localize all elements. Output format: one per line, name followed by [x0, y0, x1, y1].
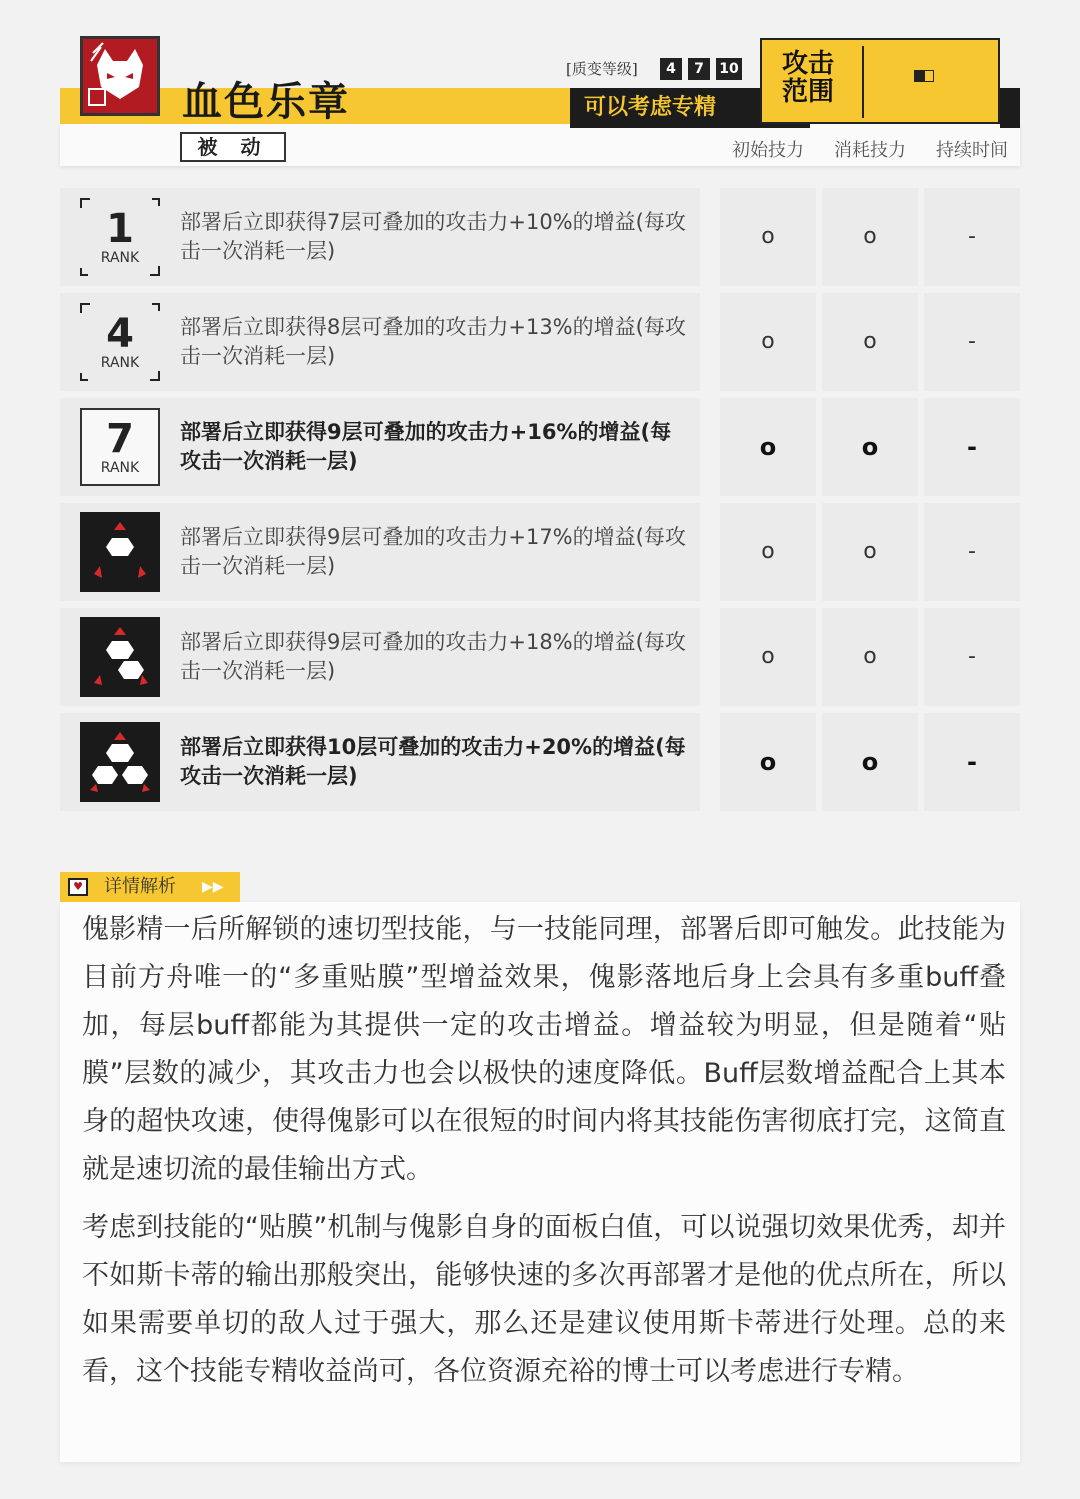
mastery-3-icon: [80, 722, 160, 802]
duration-value: -: [924, 398, 1020, 496]
detail-tab-label: 详情解析: [104, 876, 176, 897]
mutation-level-3: 10: [716, 58, 742, 80]
sp-cost-value: o: [822, 188, 918, 286]
detail-tab: [60, 872, 240, 902]
attack-range-box: [760, 38, 1000, 124]
sp-cost-value: o: [822, 293, 918, 391]
detail-paragraph: 考虑到技能的“贴膜”机制与傀影自身的面板白值，可以说强切效果优秀，却并不如斯卡蒂的输出那般突出，能够快速的多次再部署才是他的优点所在，所以如果需要单切的敌人过于强大，那么还是建议使用斯卡蒂进行处理。总的来看，这个技能专精收益尚可，各位资源充裕的博士可以考虑进行专精。: [82, 1212, 1006, 1387]
detail-panel: [60, 902, 1020, 1462]
mastery-2-icon: [80, 617, 160, 697]
range-divider: [862, 46, 864, 118]
initial-sp-value: o: [720, 713, 816, 811]
rank-badge: 1 RANK: [80, 198, 160, 276]
duration-value: -: [924, 503, 1020, 601]
skill-name: 血色乐章: [182, 78, 350, 125]
skill-level-row: [60, 293, 1020, 391]
duration-value: -: [924, 713, 1020, 811]
arrow-icon: ▶▶: [202, 879, 224, 895]
col-initial-sp: 初始技力: [732, 140, 804, 161]
initial-sp-value: o: [720, 398, 816, 496]
detail-paragraph: 傀影精一后所解锁的速切型技能，与一技能同理，部署后即可触发。此技能为目前方舟唯一的“多重贴膜”型增益效果，傀影落地后身上会具有多重buff叠加，每层buff都能为其提供一定的攻击增益。增益较为明显，但是随着“贴膜”层数的减少，其攻击力也会以极快的速度降低。Buff层数增益配合上其本身的超快攻速，使得傀影可以在很短的时间内将其技能伤害彻底打完，这简直就是速切流的最佳输出方式。: [82, 914, 1006, 1185]
level-description: 部署后立即获得10层可叠加的攻击力+20%的增益(每攻击一次消耗一层): [180, 735, 686, 788]
attack-range-label: 攻击范围: [782, 49, 835, 107]
duration-value: -: [924, 608, 1020, 706]
skill-level-row: [60, 713, 1020, 811]
skill-level-row: [60, 503, 1020, 601]
col-duration: 持续时间: [936, 140, 1008, 161]
skill-card: [60, 36, 1020, 836]
mutation-level-2: 7: [688, 58, 710, 80]
range-grid-icon: [914, 70, 934, 89]
skill-icon: [80, 36, 160, 116]
sp-cost-value: o: [822, 713, 918, 811]
initial-sp-value: o: [720, 503, 816, 601]
duration-value: -: [924, 188, 1020, 286]
mutation-label: [质变等级]: [566, 60, 638, 78]
sp-cost-value: o: [822, 608, 918, 706]
mastery-1-icon: [80, 512, 160, 592]
skill-level-row: [60, 608, 1020, 706]
sp-cost-value: o: [822, 503, 918, 601]
level-description: 部署后立即获得9层可叠加的攻击力+16%的增益(每攻击一次消耗一层): [180, 420, 672, 473]
level-description: 部署后立即获得9层可叠加的攻击力+17%的增益(每攻击一次消耗一层): [180, 525, 686, 578]
level-description: 部署后立即获得8层可叠加的攻击力+13%的增益(每攻击一次消耗一层): [180, 315, 686, 368]
header-accent: [1000, 88, 1020, 128]
level-description: 部署后立即获得9层可叠加的攻击力+18%的增益(每攻击一次消耗一层): [180, 630, 686, 683]
initial-sp-value: o: [720, 293, 816, 391]
rank-badge: 4 RANK: [80, 303, 160, 381]
skill-type-tag: 被 动: [180, 132, 286, 162]
heart-icon: ♥: [68, 878, 88, 896]
col-sp-cost: 消耗技力: [834, 140, 906, 161]
initial-sp-value: o: [720, 608, 816, 706]
mutation-label-text: 质变等级: [571, 60, 632, 78]
mutation-level-1: 4: [660, 58, 682, 80]
skill-level-row: [60, 188, 1020, 286]
sp-cost-value: o: [822, 398, 918, 496]
rank-badge: 7 RANK: [80, 408, 160, 486]
skill-level-row: [60, 398, 1020, 496]
recommendation-badge: 可以考虑专精: [570, 88, 810, 128]
initial-sp-value: o: [720, 188, 816, 286]
level-description: 部署后立即获得7层可叠加的攻击力+10%的增益(每攻击一次消耗一层): [180, 210, 686, 263]
duration-value: -: [924, 293, 1020, 391]
